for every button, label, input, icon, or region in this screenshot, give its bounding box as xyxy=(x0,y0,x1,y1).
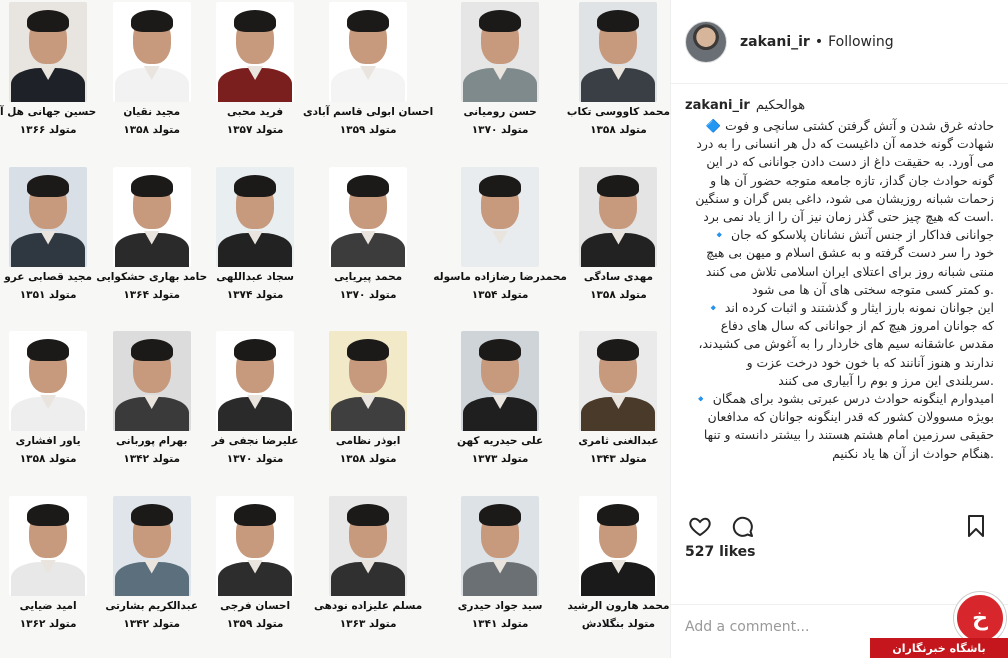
portrait-card xyxy=(0,0,96,165)
portrait-card xyxy=(567,329,670,494)
portrait-photo xyxy=(461,331,539,431)
caption-line: شهادت گونه خدمه آن داغیست که دل هر انسانی را به درد xyxy=(696,136,994,152)
portrait-card xyxy=(0,165,96,330)
portrait-name: سید جواد حیدری xyxy=(457,599,543,612)
portrait-name: محمد پیریایی xyxy=(334,270,403,283)
portrait-name: احسان ابولی قاسم آبادی xyxy=(302,106,434,118)
header-username[interactable]: zakani_ir xyxy=(740,33,810,50)
portrait-photo xyxy=(329,2,407,102)
portrait-photo xyxy=(579,167,657,267)
portrait-name: عبدالکریم بشارتی xyxy=(105,599,199,612)
bookmark-icon[interactable] xyxy=(961,511,991,541)
portrait-name: ابوذر نظامی xyxy=(335,435,401,447)
caption-line: .هنگام حوادث از آن ها یاد نکنیم xyxy=(832,445,994,461)
portrait-name: یاور افشاری xyxy=(15,435,81,447)
portrait-card xyxy=(96,0,207,165)
caption-greeting: هوالحکیم xyxy=(755,98,806,113)
portrait-birth-year: متولد ۱۳۶۲ xyxy=(19,617,77,630)
portrait-card xyxy=(433,329,567,494)
caption-text xyxy=(685,117,994,463)
portrait-photo xyxy=(579,2,657,102)
portrait-birth-year: متولد ۱۳۵۸ xyxy=(123,124,181,136)
caption-line: ندارند و هنوز آنانند که با خون خود درخت عزت و xyxy=(746,354,994,370)
portrait-name: احسان فرجی xyxy=(220,599,291,612)
portrait-birth-year: متولد ۱۳۵۷ xyxy=(226,124,284,136)
caption-username[interactable]: zakani_ir xyxy=(685,98,750,113)
heart-icon[interactable] xyxy=(685,511,715,541)
portrait-name: مجید نقیان xyxy=(123,106,181,118)
portrait-name: سجاد عبداللهی xyxy=(216,270,294,283)
portrait-birth-year: متولد ۱۳۷۴ xyxy=(226,288,284,301)
portrait-photo xyxy=(579,496,657,596)
portrait-birth-year: متولد ۱۳۴۲ xyxy=(123,453,181,465)
portrait-name: علیرضا نجفی فر xyxy=(211,435,299,447)
caption-line: جوانانی فداکار از جنس آتش نشانان پلاسکو که جان 🔹 xyxy=(711,227,994,243)
caption-line: مقدس عاشقانه سیم های خاردار را به آغوش می کشیدند، xyxy=(698,336,994,352)
action-bar xyxy=(671,506,1008,546)
portrait-card xyxy=(0,329,96,494)
portrait-photo xyxy=(216,2,294,102)
portrait-name: حسن رومیانی xyxy=(463,106,537,118)
portrait-name: فرید محبی xyxy=(227,106,284,118)
avatar[interactable] xyxy=(685,21,727,63)
caption-line: حقیقی سرزمین امام هشتم هستند را بیشتر دانسته و تنها xyxy=(703,427,994,443)
caption xyxy=(671,84,1008,492)
portrait-photo xyxy=(461,2,539,102)
portrait-photo xyxy=(329,331,407,431)
caption-line: زحمات شبانه روزیشان می شود، داغی بس گران و سنگین xyxy=(695,190,994,206)
portrait-photo xyxy=(461,167,539,267)
portrait-name: علی حیدریه کهن xyxy=(457,435,544,447)
caption-line: حادثه غرق شدن و آتش گرفتن کشتی سانچی و فوت 🔷 xyxy=(705,118,994,133)
portrait-card xyxy=(433,494,567,658)
portrait-photo xyxy=(9,496,87,596)
watermark-logo: خ xyxy=(954,592,1006,644)
portrait-card xyxy=(96,329,207,494)
caption-line: این جوانان نمونه بارز ایثار و گذشتند و اثبات کرده اند 🔹 xyxy=(705,300,994,316)
portrait-name: عبدالغنی ثامری xyxy=(578,435,659,447)
portrait-birth-year: متولد ۱۳۴۳ xyxy=(590,453,647,465)
portrait-card xyxy=(303,329,433,494)
portrait-photo xyxy=(461,496,539,596)
portrait-photo xyxy=(113,331,191,431)
portrait-birth-year: متولد ۱۳۷۰ xyxy=(226,453,284,465)
portrait-birth-year: متولد ۱۳۴۲ xyxy=(123,617,181,630)
portrait-name: بهرام پوربانی xyxy=(116,435,188,447)
watermark-label: باشگاه خبرنگاران xyxy=(870,638,1008,658)
post-panel xyxy=(670,0,1008,658)
portrait-card xyxy=(567,165,670,330)
portrait-photo xyxy=(329,496,407,596)
caption-line: که جوانان امروز هیچ کم از جوانانی که سال های دفاع xyxy=(720,318,994,334)
portrait-card xyxy=(96,165,207,330)
portrait-birth-year: متولد ۱۳۷۰ xyxy=(339,288,397,301)
separator-dot: • xyxy=(814,33,824,50)
comment-icon[interactable] xyxy=(727,511,757,541)
caption-line: .و کمتر کسی متوجه سختی های آن ها می شود xyxy=(752,281,994,297)
portrait-birth-year: متولد ۱۳۶۶ xyxy=(19,124,77,136)
portrait-photo xyxy=(113,167,191,267)
portrait-photo xyxy=(113,496,191,596)
portrait-birth-year: متولد ۱۳۵۸ xyxy=(339,453,397,465)
comment-input[interactable]: Add a comment... xyxy=(671,604,1008,658)
likes-count[interactable]: 527 likes xyxy=(685,544,756,560)
portrait-name: محمد کاووسی تکاب xyxy=(566,106,670,118)
portrait-card xyxy=(433,0,567,165)
portrait-birth-year: متولد ۱۳۵۸ xyxy=(590,288,647,301)
caption-line: خود را سر دست گرفته و به عشق اسلام و میهن بی هیچ xyxy=(706,245,994,261)
portrait-card xyxy=(207,329,303,494)
portrait-photo xyxy=(9,167,87,267)
portrait-name: حامد بهاری حشکوایی xyxy=(96,270,208,283)
portrait-birth-year: متولد ۱۳۷۳ xyxy=(471,453,529,465)
caption-line: می آورد. به حقیقت داغ از دست دادن جوانانی که در این xyxy=(706,154,994,170)
caption-line: بویژه مسوولان کشور که قدر اینگونه جوانان که مدافعان xyxy=(707,409,994,425)
portrait-photo xyxy=(9,331,87,431)
portrait-birth-year: متولد ۱۳۶۳ xyxy=(339,617,397,630)
portrait-card xyxy=(0,494,96,658)
portrait-birth-year: متولد ۱۳۵۹ xyxy=(339,124,397,136)
portrait-photo xyxy=(579,331,657,431)
portrait-name: مهدی سادگی xyxy=(583,270,654,283)
portrait-birth-year: متولد ۱۳۶۴ xyxy=(123,288,181,301)
portrait-photo xyxy=(216,496,294,596)
portrait-card xyxy=(303,0,433,165)
portrait-name: محمدرضا رضازاده ماسوله xyxy=(433,270,567,283)
portrait-photo xyxy=(329,167,407,267)
portrait-photo xyxy=(216,331,294,431)
portrait-birth-year: متولد بنگلادش xyxy=(581,617,656,630)
caption-line: .سربلندی این مرز و بوم را آبیاری می کنند xyxy=(778,372,994,388)
portrait-photo xyxy=(9,2,87,102)
portrait-birth-year: متولد ۱۳۴۱ xyxy=(471,617,529,630)
portrait-photo xyxy=(113,2,191,102)
portrait-birth-year: متولد ۱۳۵۹ xyxy=(226,617,284,630)
portrait-name: حسین جهانی هل آ xyxy=(0,106,97,118)
portrait-name: مسلم علیزاده نودهی xyxy=(313,599,423,612)
portrait-birth-year: متولد ۱۳۵۱ xyxy=(19,288,77,301)
portrait-birth-year: متولد ۱۳۵۸ xyxy=(590,124,647,136)
portrait-birth-year: متولد ۱۳۵۴ xyxy=(471,288,529,301)
portrait-card xyxy=(567,494,670,658)
portrait-card xyxy=(96,494,207,658)
portrait-card xyxy=(303,165,433,330)
portrait-card xyxy=(303,494,433,658)
caption-line: امیدوارم اینگونه حوادث درس عبرتی بشود برای همگان 🔹 xyxy=(693,391,994,407)
portrait-photo xyxy=(216,167,294,267)
post-header xyxy=(671,0,1008,84)
portrait-card xyxy=(207,165,303,330)
portrait-card xyxy=(567,0,670,165)
portrait-name: مجید قصابی عرو xyxy=(4,270,92,283)
following-button[interactable]: Following xyxy=(828,33,894,50)
caption-line: .است که هیچ چیز حتی گذر زمان نیز آن را از یاد نمی برد xyxy=(703,209,994,225)
portrait-birth-year: متولد ۱۳۷۰ xyxy=(471,124,529,136)
caption-line: گونه حوادث جان گداز، تازه جامعه متوجه حضور آن ها و xyxy=(710,172,994,188)
caption-line: منتی شبانه روز برای اعتلای ایران اسلامی تلاش می کنند xyxy=(705,263,994,279)
portrait-name: محمد هارون الرشید xyxy=(567,599,670,612)
portrait-card xyxy=(207,494,303,658)
portrait-birth-year: متولد ۱۳۵۸ xyxy=(19,453,77,465)
portrait-card xyxy=(433,165,567,330)
portrait-name: امید ضیایی xyxy=(19,599,77,612)
portrait-card xyxy=(207,0,303,165)
